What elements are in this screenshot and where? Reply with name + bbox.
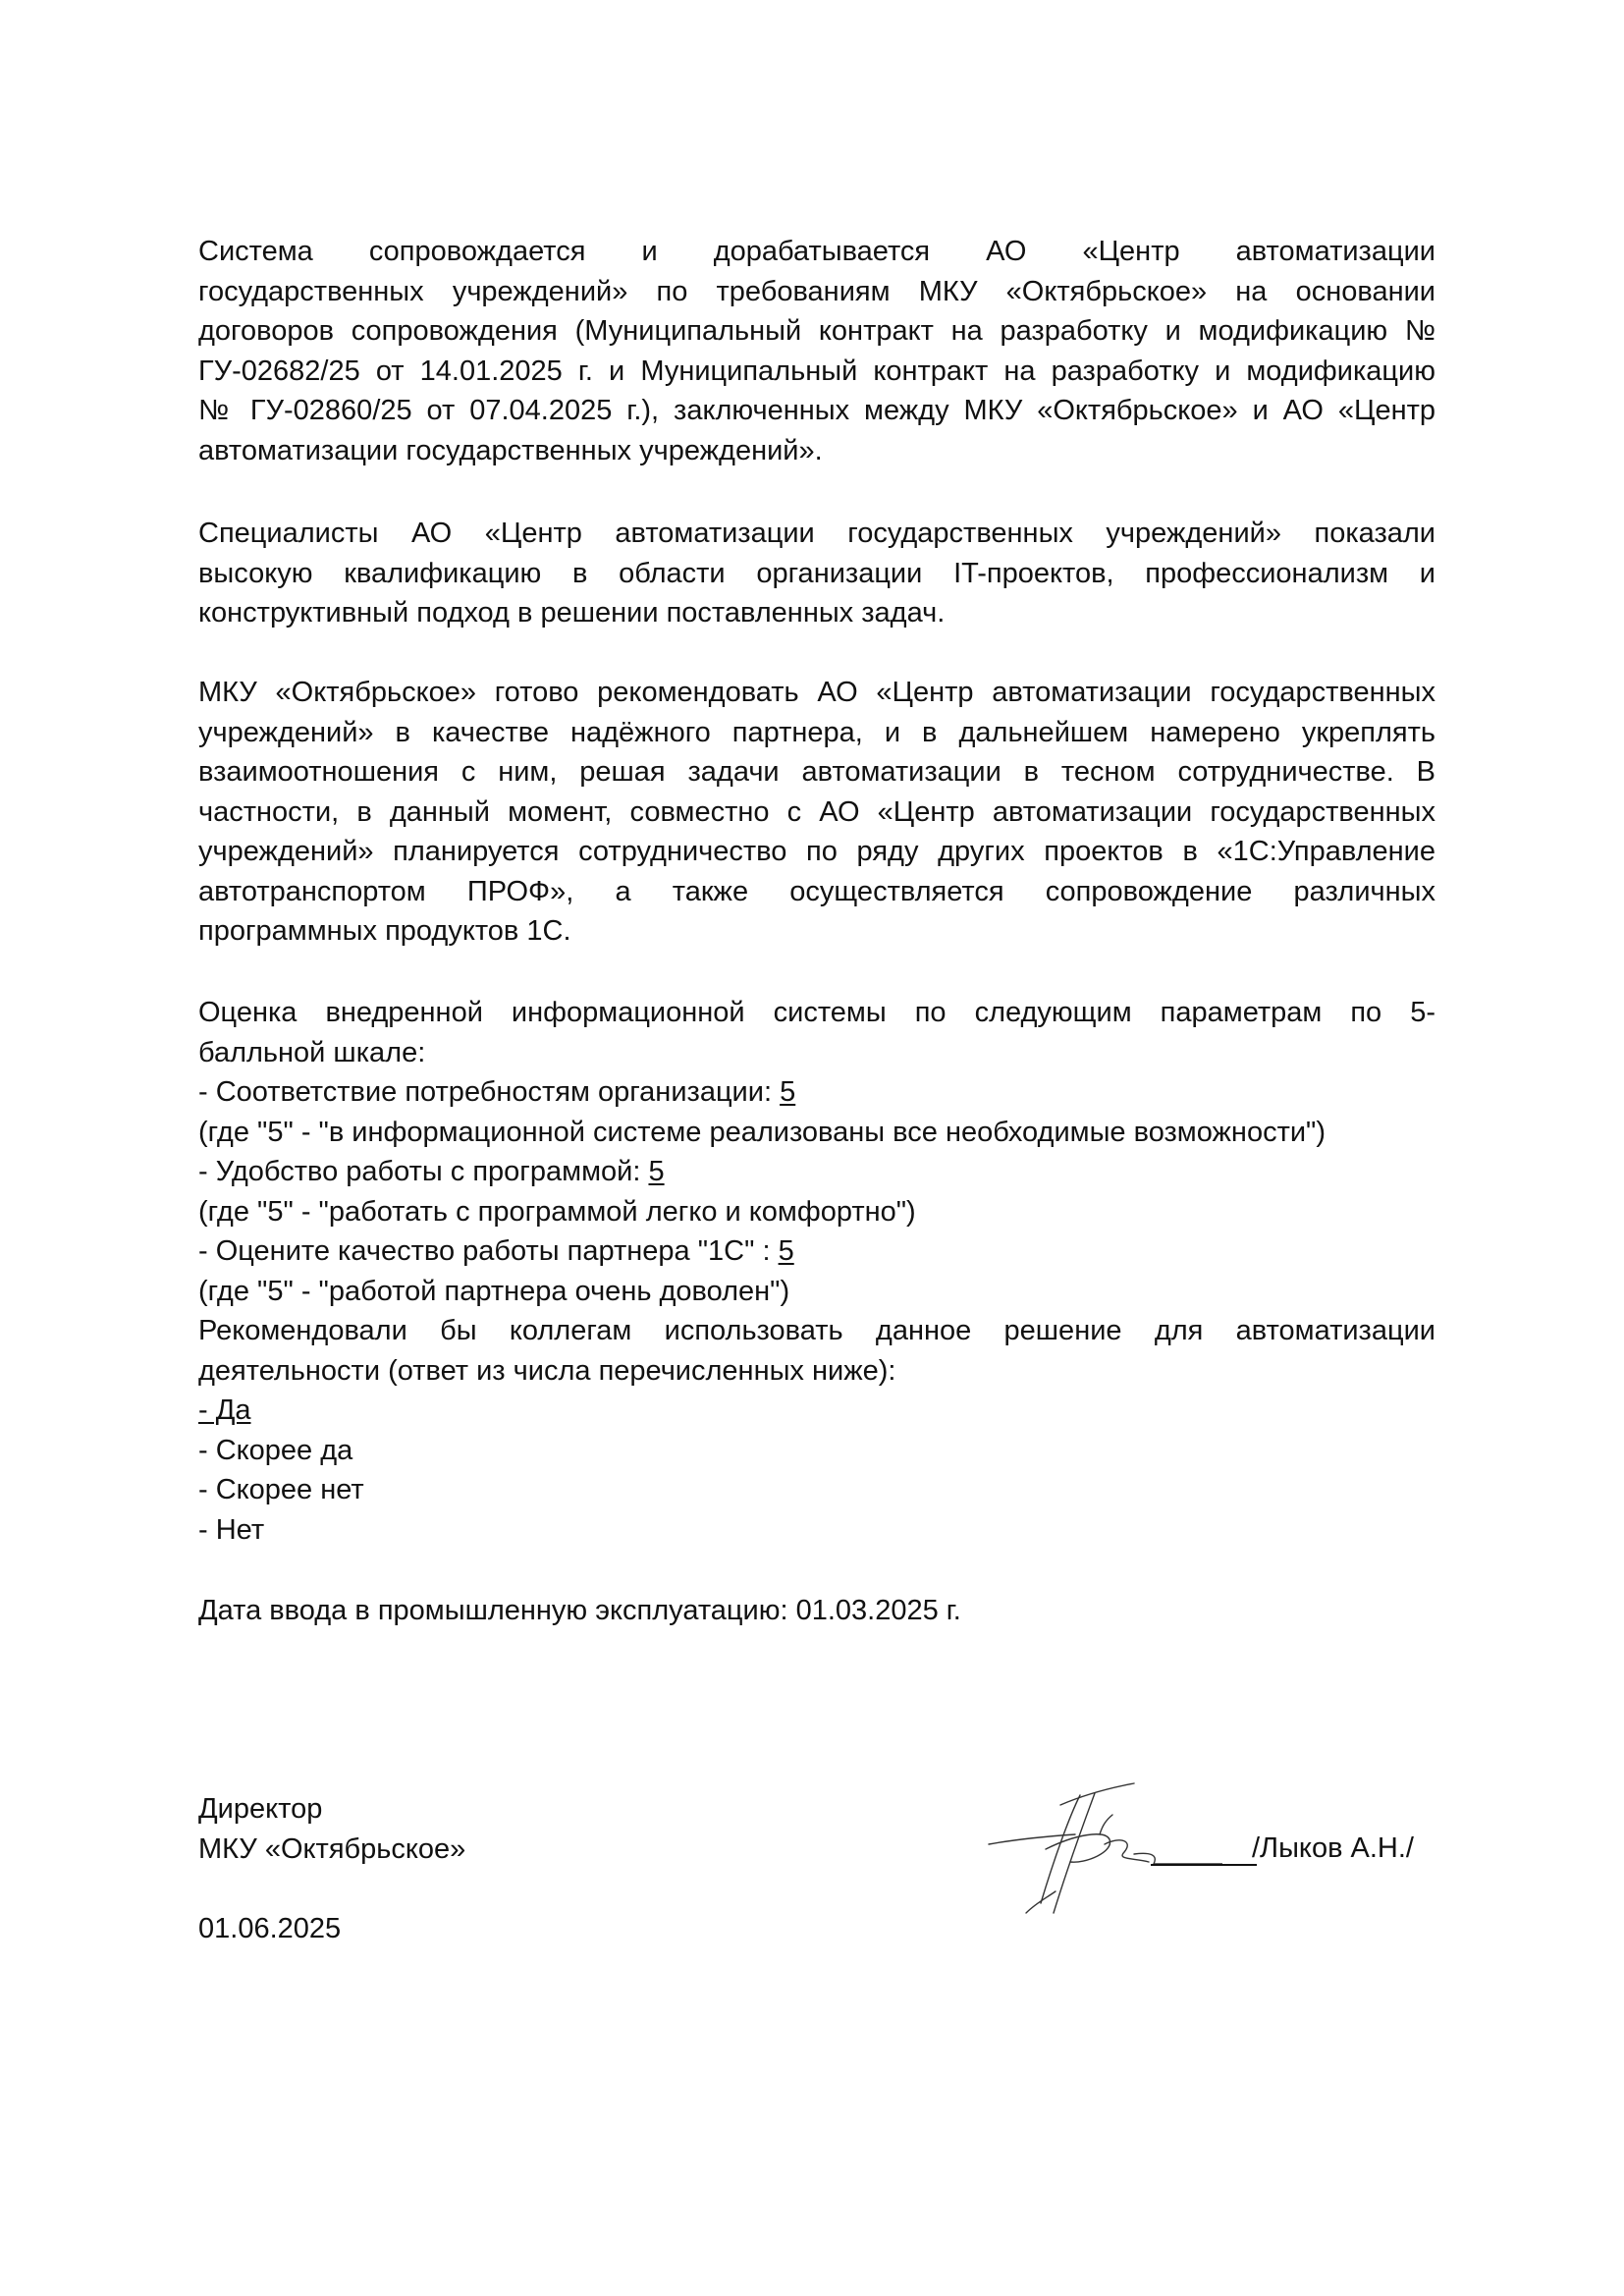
paragraph-specialists xyxy=(198,514,1435,633)
signatory-position: Директор xyxy=(198,1793,323,1825)
paragraph-line: высокую квалификацию в области организации IT-проектов, профессионализм и xyxy=(198,557,1435,589)
criterion-usability xyxy=(198,1152,1435,1192)
answer-option: - Скорее нет xyxy=(198,1474,364,1505)
answer-option-selected xyxy=(198,1391,1435,1431)
answer-option: - Нет xyxy=(198,1513,265,1546)
paragraph-system-support xyxy=(198,232,1435,470)
criterion-label: - Соответствие потребностям организации: xyxy=(198,1076,781,1108)
paragraph-line: частности, в данный момент, совместно с АО «Центр автоматизации государственных xyxy=(198,795,1435,828)
criterion-note: (где "5" - "в информационной системе реализованы все необходимые возможности") xyxy=(198,1116,1326,1148)
criterion-label: - Удобство работы с программой: xyxy=(198,1156,649,1187)
criterion-score: 5 xyxy=(648,1156,665,1187)
recommend-question: Рекомендовали бы коллегам использовать данное решение для автоматизации xyxy=(198,1315,1435,1346)
paragraph-line: государственных учреждений» по требованиям МКУ «Октябрьское» на основании xyxy=(198,275,1435,307)
paragraph-line: ГУ-02682/25 от 14.01.2025 г. и Муниципальный контракт на разработку и модификацию xyxy=(198,355,1435,387)
paragraph-recommendation xyxy=(198,673,1435,952)
paragraph-line: программных продуктов 1С. xyxy=(198,915,571,947)
criterion-note: (где "5" - "работать с программой легко и комфортно") xyxy=(198,1195,916,1228)
signatory-title xyxy=(198,1789,787,1869)
commissioning-date xyxy=(198,1591,1435,1631)
paragraph-line: автотранспортом ПРОФ», а также осуществляется сопровождение различных xyxy=(198,875,1435,907)
paragraph-line: Система сопровождается и дорабатывается АО «Центр автоматизации xyxy=(198,236,1435,267)
criterion-score: 5 xyxy=(778,1235,794,1267)
paragraph-line: № ГУ-02860/25 от 07.04.2025 г.), заключенных между МКУ «Октябрьское» и АО «Центр xyxy=(198,395,1435,426)
signer-name: /Лыков А.Н./ xyxy=(1252,1832,1414,1864)
recommend-question: деятельности (ответ из числа перечисленных ниже): xyxy=(198,1354,896,1387)
paragraph-line: учреждений» в качестве надёжного партнера, и в дальнейшем намерено укреплять xyxy=(198,716,1435,748)
criterion-note: (где "5" - "работой партнера очень доволен") xyxy=(198,1275,790,1307)
criterion-partner xyxy=(198,1231,1435,1272)
paragraph-line: договоров сопровождения (Муниципальный контракт на разработку и модификацию № xyxy=(198,315,1435,347)
answer-text: - Да xyxy=(198,1394,251,1426)
signature-line xyxy=(1151,1864,1257,1866)
criterion-needs xyxy=(198,1072,1435,1113)
criterion-score: 5 xyxy=(780,1076,796,1108)
signature-date: 01.06.2025 xyxy=(198,1913,342,1944)
paragraph-line: автоматизации государственных учреждений». xyxy=(198,434,823,466)
signatory-organization: МКУ «Октябрьское» xyxy=(198,1832,466,1865)
evaluation-section xyxy=(198,993,1435,1550)
handwritten-signature xyxy=(987,1776,1222,1933)
paragraph-line: конструктивный подход в решении поставленных задач. xyxy=(198,597,946,629)
evaluation-intro: балльной шкале: xyxy=(198,1036,426,1068)
answer-option: - Скорее да xyxy=(198,1434,353,1466)
paragraph-line: учреждений» планируется сотрудничество по ряду других проектов в «1С:Управление xyxy=(198,836,1435,867)
criterion-label: - Оцените качество работы партнера "1С" : xyxy=(198,1235,779,1267)
paragraph-line: взаимоотношения с ним, решая задачи автоматизации в тесном сотрудничестве. В xyxy=(198,756,1435,788)
commissioning-text: Дата ввода в промышленную эксплуатацию: 01.03.2025 г. xyxy=(198,1595,961,1626)
evaluation-intro: Оценка внедренной информационной системы по следующим параметрам по 5- xyxy=(198,997,1435,1028)
paragraph-line: МКУ «Октябрьское» готово рекомендовать АО «Центр автоматизации государственных xyxy=(198,677,1435,708)
paragraph-line: Специалисты АО «Центр автоматизации государственных учреждений» показали xyxy=(198,518,1435,549)
